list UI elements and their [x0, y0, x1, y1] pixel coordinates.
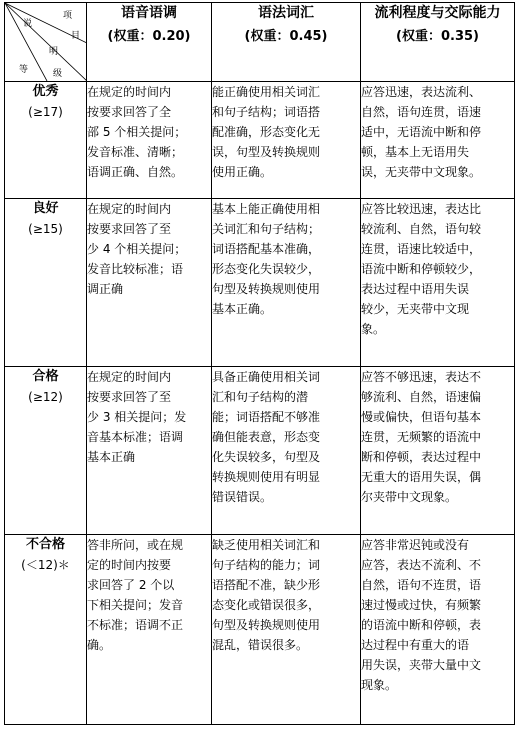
grade-cell [5, 82, 87, 199]
criteria-cell [212, 82, 361, 199]
criteria-text: 基本上能正确使用相 关词汇和句子结构； 词语搭配基本准确， 形态变化失误较少， 句型及转换规则使用 基本正确。 [212, 202, 321, 316]
corner-label: 级 [53, 69, 63, 79]
corner-label: 明 [49, 47, 59, 57]
criteria-text: 在规定的时间内 按要求回答了至 少 3 相关提问；发 音基本标准；语调 基本正确 [87, 370, 187, 464]
grade-cell [5, 367, 87, 535]
diagonal-lines [5, 3, 87, 81]
column-weight: (权重：0.45) [244, 29, 328, 44]
criteria-cell [87, 367, 212, 535]
criteria-text: 答非所问，或在规 定的时间内按要 求回答了 2 个以 下相关提问；发音 不标准；语调不正 确。 [87, 538, 184, 652]
grade-row-fail [5, 535, 515, 725]
grade-range: (≥15) [28, 222, 63, 236]
grade-row-pass [5, 367, 515, 535]
criteria-text: 应答不够迅速，表达不 够流利、自然，语速偏 慢或偏快，但语句基本 连贯，无频繁的语流中 断和停顿，表达过程中 无重大的语用失误，偶 尔夹带中文现象。 [361, 370, 482, 504]
grade-name: 不合格 [25, 537, 65, 552]
grade-row-good [5, 199, 515, 367]
column-title: 流利程度与交际能力 [374, 5, 501, 21]
column-header [87, 3, 212, 82]
criteria-cell [212, 535, 361, 725]
header-row [5, 3, 515, 82]
column-header [361, 3, 515, 82]
criteria-text: 具备正确使用相关词 汇和句子结构的潜 能；词语搭配不够准 确但能表意，形态变 化失误较多，句型及 转换规则使用有明显 错误错误。 [212, 370, 321, 504]
criteria-text: 在规定的时间内 按要求回答了全 部 5 个相关提问； 发音标准、清晰； 语调正确、自然。 [87, 85, 187, 179]
grade-name: 合格 [32, 369, 59, 384]
criteria-cell [87, 535, 212, 725]
grade-cell [5, 535, 87, 725]
rubric-table [4, 2, 515, 725]
column-title: 语法词汇 [258, 5, 314, 21]
grade-name: 良好 [32, 201, 59, 216]
grade-range: (＜12)＊ [21, 558, 70, 572]
corner-label: 项 [63, 11, 73, 21]
criteria-cell [212, 199, 361, 367]
criteria-cell [361, 535, 515, 725]
criteria-text: 应答非常迟钝或没有 应答，表达不流利、不 自然，语句不连贯，语 速过慢或过快，有频繁 的语流中断和停顿，表 达过程中有重大的语 用失误，夹带大量中文 现象。 [361, 538, 482, 692]
criteria-cell [361, 367, 515, 535]
grade-range: (≥17) [28, 105, 63, 119]
criteria-text: 能正确使用相关词汇 和句子结构；词语搭 配准确，形态变化无 误，句型及转换规则 使用正确。 [212, 85, 321, 179]
criteria-text: 缺乏使用相关词汇和 句子结构的能力；词 语搭配不准，缺少形 态变化或错误很多， 句型及转换规则使用 混乱，错误很多。 [212, 538, 321, 652]
grade-row-excellent [5, 82, 515, 199]
criteria-cell [87, 199, 212, 367]
criteria-text: 应答比较迅速，表达比 较流利、自然，语句较 连贯，语速比较适中， 语流中断和停顿较少， 表达过程中语用失误 较少，无夹带中文现 象。 [361, 202, 482, 336]
criteria-cell [361, 199, 515, 367]
corner-label: 说 [23, 19, 33, 29]
column-header [212, 3, 361, 82]
criteria-text: 应答迅速，表达流利、 自然，语句连贯，语速 适中，无语流中断和停 顿，基本上无语用失 误，无夹带中文现象。 [361, 85, 482, 179]
column-weight: (权重：0.35) [396, 29, 479, 44]
criteria-text: 在规定的时间内 按要求回答了至 少 4 个相关提问； 发音比较标准；语 调正确 [87, 202, 187, 296]
corner-label: 等 [19, 65, 29, 75]
grade-name: 优秀 [32, 84, 59, 99]
column-title: 语音语调 [121, 5, 177, 21]
grade-cell [5, 199, 87, 367]
grade-range: (≥12) [28, 390, 63, 404]
column-weight: (权重：0.20) [107, 29, 191, 44]
criteria-cell [361, 82, 515, 199]
criteria-cell [212, 367, 361, 535]
corner-label: 目 [71, 31, 81, 41]
criteria-cell [87, 82, 212, 199]
corner-header-cell [5, 3, 87, 82]
